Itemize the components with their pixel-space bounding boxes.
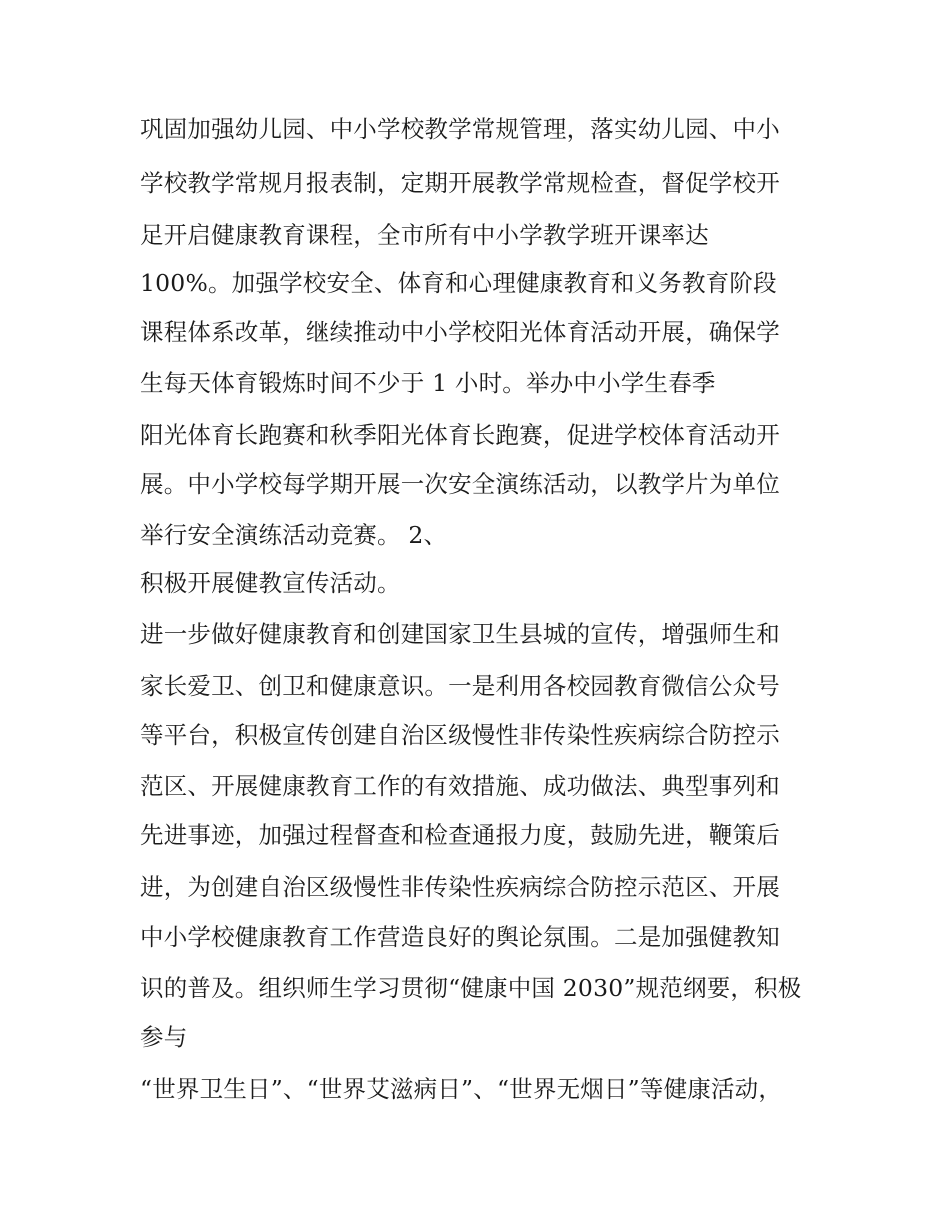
text-line: 识的普及。组织师生学习贯彻“健康中国 2030”规范纲要，积极 [140, 974, 802, 1002]
text-line: 范区、开展健康教育工作的有效措施、成功做法、典型事列和 [140, 772, 780, 800]
text-line: 100%。加强学校安全、体育和心理健康教育和义务教育阶段 [140, 269, 777, 297]
text-line: 学校教学常规月报表制，定期开展教学常规检查，督促学校开 [140, 169, 780, 197]
text-line: 阳光体育长跑赛和秋季阳光体育长跑赛，促进学校体育活动开 [140, 421, 780, 449]
text-line: 家长爱卫、创卫和健康意识。一是利用各校园教育微信公众号 [140, 672, 780, 700]
text-line: 进一步做好健康教育和创建国家卫生县城的宣传，增强师生和 [140, 620, 780, 648]
text-line: 积极开展健教宣传活动。 [140, 569, 401, 597]
text-line: 等平台，积极宣传创建自治区级慢性非传染性疾病综合防控示 [140, 721, 780, 749]
text-line: 巩固加强幼儿园、中小学校教学常规管理，落实幼儿园、中小 [140, 115, 780, 143]
text-line: 先进事迹，加强过程督查和检查通报力度，鼓励先进，鞭策后 [140, 821, 780, 849]
text-line: 中小学校健康教育工作营造良好的舆论氛围。二是加强健教知 [140, 923, 780, 951]
text-line: 课程体系改革，继续推动中小学校阳光体育活动开展，确保学 [140, 318, 780, 346]
text-line: 参与 [140, 1023, 188, 1051]
text-line: 生每天体育锻炼时间不少于 1 小时。举办中小学生春季 [140, 369, 716, 397]
text-line: 举行安全演练活动竞赛。 2、 [140, 521, 448, 549]
text-line: 展。中小学校每学期开展一次安全演练活动，以教学片为单位 [140, 470, 780, 498]
text-line: 进，为创建自治区级慢性非传染性疾病综合防控示范区、开展 [140, 873, 780, 901]
text-line: 足开启健康教育课程，全市所有中小学教学班开课率达 [140, 221, 709, 249]
text-line: “世界卫生日”、“世界艾滋病日”、“世界无烟日”等健康活动， [140, 1075, 783, 1103]
